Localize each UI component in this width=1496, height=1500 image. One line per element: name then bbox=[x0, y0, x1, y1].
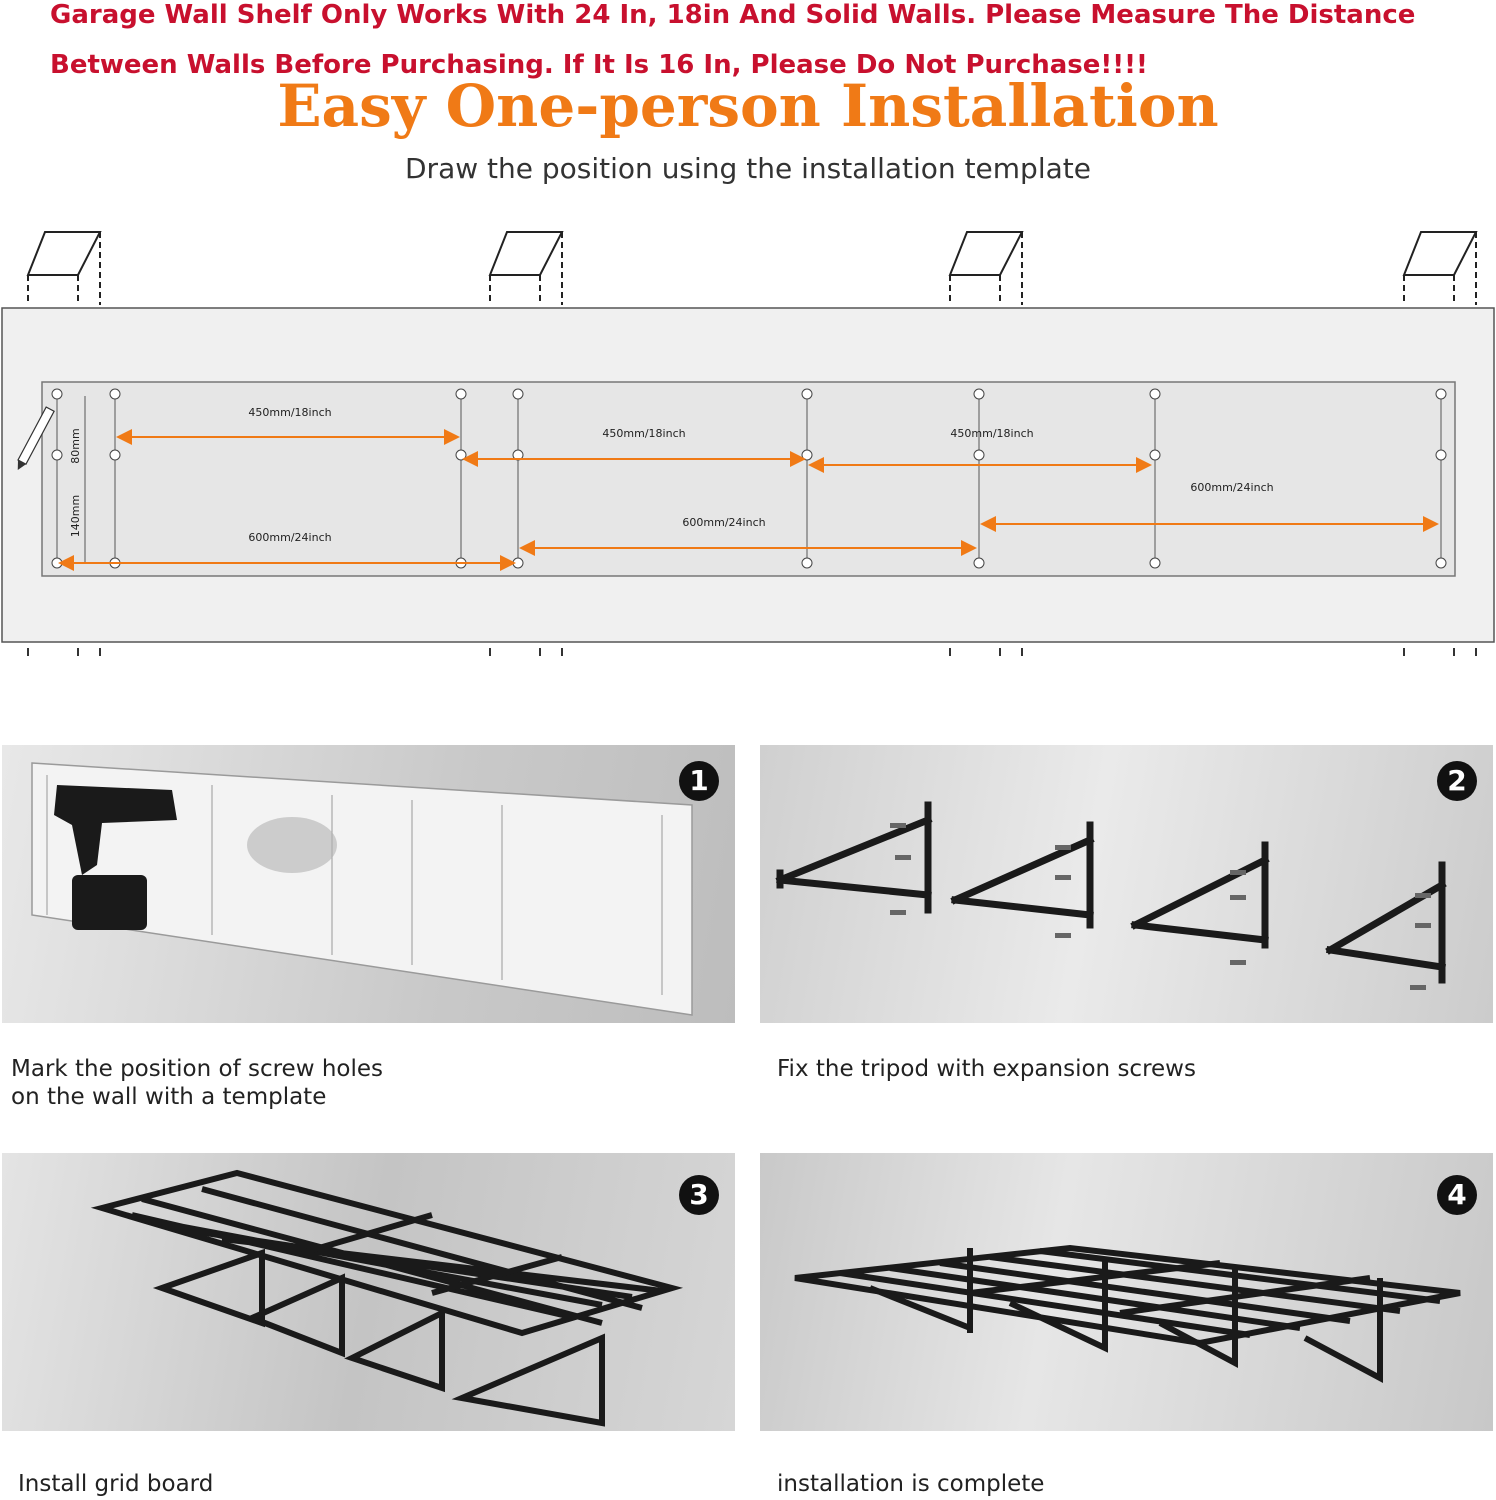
step-1-badge: 1 bbox=[679, 761, 719, 801]
step-2-badge: 2 bbox=[1437, 761, 1477, 801]
step-4-badge: 4 bbox=[1437, 1175, 1477, 1215]
dim-label-1: 450mm/18inch bbox=[248, 406, 332, 419]
step-4-caption: installation is complete bbox=[777, 1471, 1045, 1497]
step-3-caption: Install grid board bbox=[18, 1471, 214, 1497]
dim-label-6: 600mm/24inch bbox=[1190, 481, 1274, 494]
step-3-image bbox=[2, 1153, 735, 1431]
dim-label-2: 450mm/18inch bbox=[602, 427, 686, 440]
step-3-badge: 3 bbox=[679, 1175, 719, 1215]
screw-icons bbox=[890, 823, 1431, 990]
warning-line-2: Between Walls Before Purchasing. If It Is 16 In, Please Do Not Purchase!!!! bbox=[50, 50, 1148, 80]
dim-label-140mm: 140mm bbox=[69, 494, 82, 538]
dim-label-80mm: 80mm bbox=[69, 428, 82, 464]
installation-template-diagram bbox=[0, 220, 1496, 660]
step-1-caption: Mark the position of screw holes on the wall with a template bbox=[11, 1056, 383, 1110]
step-1-image bbox=[2, 745, 735, 1023]
step-4-image bbox=[760, 1153, 1493, 1431]
page-title: Easy One-person Installation bbox=[277, 72, 1219, 140]
warning-line-1: Garage Wall Shelf Only Works With 24 In, 18in And Solid Walls. Please Measure The Distance bbox=[50, 0, 1416, 30]
step-2-image bbox=[760, 745, 1493, 1023]
dim-label-3: 450mm/18inch bbox=[950, 427, 1034, 440]
page-subtitle: Draw the position using the installation template bbox=[405, 152, 1091, 185]
dim-label-5: 600mm/24inch bbox=[682, 516, 766, 529]
wall-studs bbox=[28, 232, 1476, 305]
grid-board bbox=[102, 1173, 672, 1333]
dim-label-4: 600mm/24inch bbox=[248, 531, 332, 544]
step-2-caption: Fix the tripod with expansion screws bbox=[777, 1056, 1196, 1082]
